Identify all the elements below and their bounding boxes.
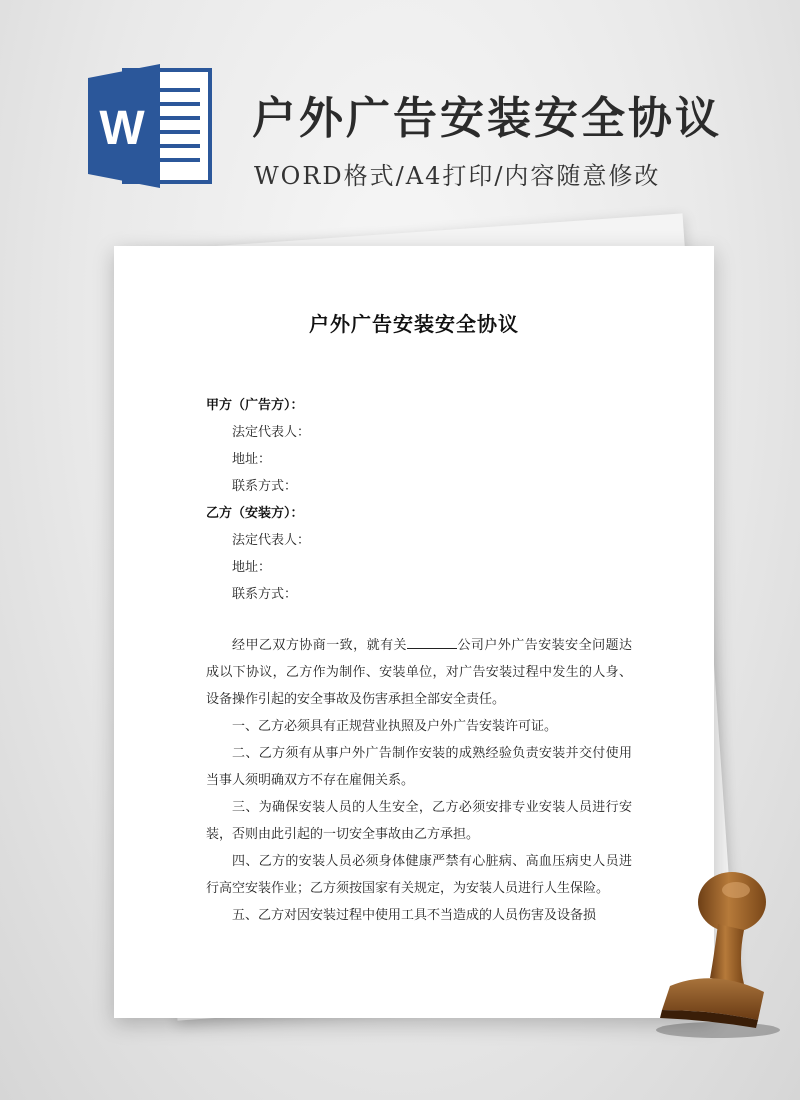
word-icon-letter: W (99, 102, 145, 155)
word-document-icon (88, 64, 214, 188)
party-a-contact: 联系方式： (232, 479, 298, 494)
document-page (114, 246, 714, 1018)
party-b-heading: 乙方（安装方）： (206, 506, 304, 521)
clause-4: 四、乙方的安装人员必须身体健康严禁有心脏病、高血压病史人员进行高空安装作业；乙方须按国家有关规定，为安装人员进行人生保险。 (206, 854, 632, 896)
party-b-address: 地址： (232, 560, 272, 575)
party-b-legal-rep: 法定代表人： (232, 533, 311, 548)
intro-before-blank: 经甲乙双方协商一致，就有关 (232, 638, 407, 653)
clause-2: 二、乙方须有从事户外广告制作安装的成熟经验负责安装并交付使用当事人须明确双方不存在雇佣关系。 (206, 746, 632, 788)
document-title: 户外广告安装安全协议 (309, 312, 519, 336)
intro-paragraph (206, 632, 632, 713)
clause-5: 五、乙方对因安装过程中使用工具不当造成的人员伤害及设备损 (232, 908, 597, 923)
party-b-contact: 联系方式： (232, 587, 298, 602)
party-a-heading: 甲方（广告方）： (206, 398, 304, 413)
clause-3: 三、为确保安装人员的人生安全，乙方必须安排专业安装人员进行安装，否则由此引起的一切安全事故由乙方承担。 (206, 800, 632, 842)
party-a-address: 地址： (232, 452, 272, 467)
header-title: 户外广告安装安全协议 (252, 93, 722, 144)
agreement-body (206, 632, 632, 929)
intro-after-blank: 公司户外广告安装安全问题达成以下协议，乙方作为制作、安装单位，对广告安装过程中发生的人身、设备操作引起的安全事故及伤害承担全部安全责任。 (206, 638, 632, 707)
party-a-legal-rep: 法定代表人： (232, 425, 311, 440)
clause-1: 一、乙方必须具有正规营业执照及户外广告安装许可证。 (232, 719, 558, 734)
header-subtitle: WORD格式/A4打印/内容随意修改 (254, 162, 661, 190)
wooden-stamp-icon (640, 860, 790, 1040)
company-name-blank (407, 636, 457, 649)
